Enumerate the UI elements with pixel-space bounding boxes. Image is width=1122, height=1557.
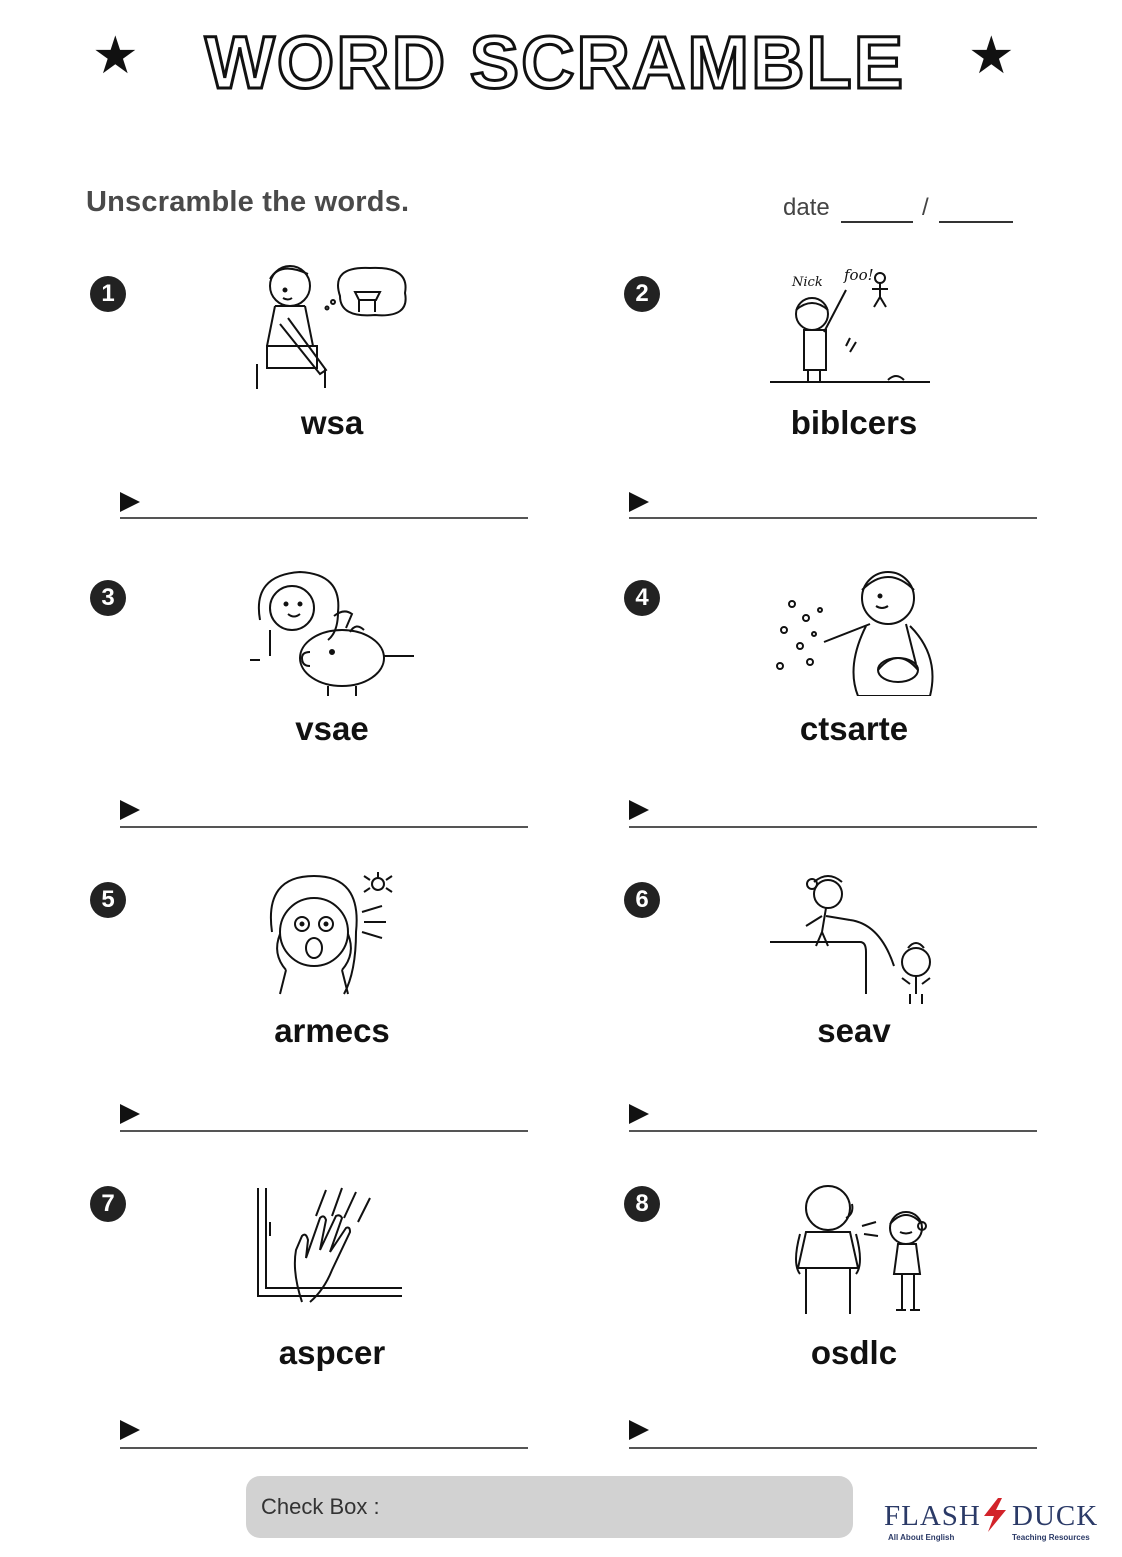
- scramble-item: [624, 882, 1122, 1182]
- item-number-badge: 2: [624, 276, 660, 312]
- item-number-badge: 1: [90, 276, 126, 312]
- scramble-item: [90, 882, 610, 1182]
- word-scramble-title-art: [150, 22, 960, 102]
- girl-saving-child-with-rope-icon: [770, 872, 950, 1012]
- hand-scraping-window-icon: [256, 1186, 406, 1311]
- answer-line[interactable]: [120, 517, 528, 519]
- date-label: date: [783, 194, 830, 221]
- answer-line[interactable]: [629, 1447, 1037, 1449]
- answer-line[interactable]: [629, 1130, 1037, 1132]
- scrambled-word: aspcer: [278, 1334, 386, 1371]
- scramble-item: [90, 1186, 610, 1486]
- scrambled-word: seav: [817, 1012, 891, 1049]
- title-text: WORD SCRAMBLE: [204, 22, 906, 102]
- answer-arrow-icon: [629, 1420, 649, 1440]
- worksheet-title: [0, 22, 1122, 102]
- item-number-badge: 6: [624, 882, 660, 918]
- scrambled-word: wsa: [300, 404, 364, 441]
- svg-text:foo!: foo!: [844, 266, 874, 284]
- answer-line[interactable]: [629, 826, 1037, 828]
- scrambled-word: armecs: [274, 1012, 390, 1049]
- star-icon: ★: [968, 27, 1015, 85]
- girl-screaming-at-spider-icon: [266, 872, 416, 1002]
- svg-text:Nick: Nick: [792, 275, 823, 290]
- answer-arrow-icon: [629, 1104, 649, 1124]
- logo-tagline-left: All About English: [888, 1533, 955, 1542]
- scramble-item: [624, 580, 1122, 880]
- scramble-item: [624, 1186, 1122, 1486]
- item-number-badge: 4: [624, 580, 660, 616]
- lightning-bolt-icon: [980, 1498, 1010, 1532]
- answer-line[interactable]: [120, 1130, 528, 1132]
- boy-scribbling-on-wall-icon: [770, 262, 940, 392]
- scrambled-word: biblcers: [790, 404, 918, 441]
- item-number-badge: 5: [90, 882, 126, 918]
- scramble-item: [90, 276, 610, 576]
- date-month-blank[interactable]: [841, 221, 913, 223]
- answer-arrow-icon: [120, 800, 140, 820]
- star-icon: ★: [92, 27, 139, 85]
- flash-duck-logo: [884, 1500, 1114, 1550]
- answer-arrow-icon: [120, 1420, 140, 1440]
- scramble-item: [624, 266, 1122, 576]
- girl-saving-coin-piggy-bank-icon: [250, 570, 420, 700]
- date-day-blank[interactable]: [939, 221, 1013, 223]
- logo-text-right: DUCK: [1012, 1500, 1099, 1532]
- answer-line[interactable]: [120, 1447, 528, 1449]
- logo-text-left: FLASH: [884, 1500, 981, 1532]
- scrambled-word: vsae: [295, 710, 369, 747]
- item-number-badge: 7: [90, 1186, 126, 1222]
- check-box[interactable]: [246, 1476, 853, 1538]
- girl-scattering-flowers-icon: [770, 566, 950, 696]
- answer-line[interactable]: [120, 826, 528, 828]
- logo-tagline-right: Teaching Resources: [1012, 1533, 1090, 1542]
- answer-arrow-icon: [120, 492, 140, 512]
- boy-sawing-wood-icon: [245, 264, 415, 394]
- item-number-badge: 8: [624, 1186, 660, 1222]
- instruction-text: Unscramble the words.: [86, 186, 410, 218]
- date-separator: /: [922, 194, 929, 221]
- answer-arrow-icon: [629, 800, 649, 820]
- answer-arrow-icon: [120, 1104, 140, 1124]
- scrambled-word: ctsarte: [799, 710, 909, 747]
- scrambled-word: osdlc: [810, 1334, 898, 1371]
- scramble-item: [90, 580, 610, 880]
- check-box-label: Check Box :: [261, 1494, 380, 1519]
- item-number-badge: 3: [90, 580, 126, 616]
- answer-arrow-icon: [629, 492, 649, 512]
- man-scolding-girl-icon: [766, 1184, 946, 1319]
- answer-line[interactable]: [629, 517, 1037, 519]
